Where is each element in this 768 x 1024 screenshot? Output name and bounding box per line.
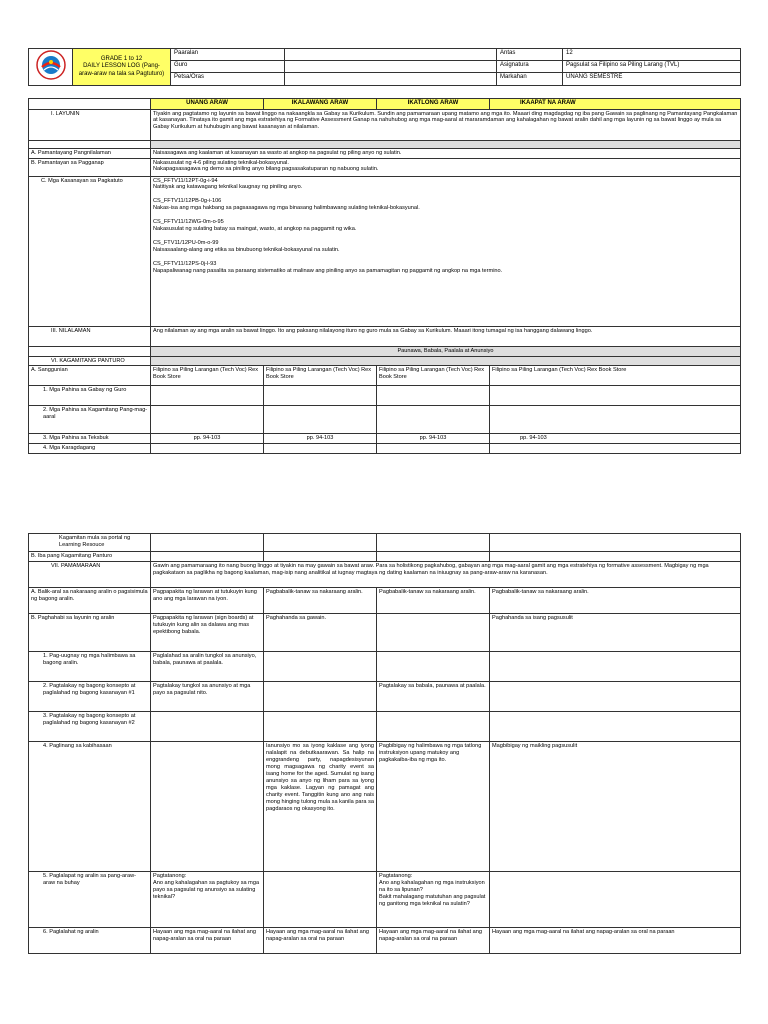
concept1-day-4 xyxy=(490,681,741,711)
performance-standard-label: B. Pamantayan sa Pagganap xyxy=(29,158,151,176)
generalization-day-4: Hayaan ang mga mag-aaral na ilahat ang napag-aralan sa oral na paraan xyxy=(490,927,741,953)
examples-day-1: Paglalahad sa aralin tungkol sa anunsiyo, babala, paunawa at paalala. xyxy=(151,651,264,681)
competencies-text: CS_FFTV11/12PT-0g-i-94 Natitiyak ang katawagang teknikal kaugnay ng piniling anyo. CS_FFTV11/12PB-0g-i-106 Nakas-isa ang mga hakbang sa pagsasagawa ng mga binasang halimbawang sulating teknikal-bokasyunal. CS_FFTV11/12WG-0m-o-95 Nakasusulat ng sulating batay sa maingat, wasto, at angkop na paggamit ng wika. CS_FTV11/12PU-0m-o-99 Naisasaalang-alang ang etika sa binubuong teknikal-bokasyunal na sulatin. CS_FFTV11/12PS-0j-l-93 Napapaliwanag nang pasalita sa paraang sistematiko at malinaw ang piniling anyo sa pamamagitan ng paggamit ng angkop na mga termino. xyxy=(151,176,741,326)
textbook-pages-day-1: pp. 94-103 xyxy=(151,434,264,444)
examples-label: 1. Pag-uugnay ng mga halimbawa sa bagong aralin. xyxy=(29,651,151,681)
content-label: III. NILALAMAN xyxy=(29,326,151,346)
generalization-label: 6. Paglalahat ng aralin xyxy=(29,927,151,953)
purpose-label: B. Paghahabi sa layunin ng aralin xyxy=(29,613,151,651)
application-label: 5. Paglalapat ng aralin sa pang-araw-araw na buhay xyxy=(29,871,151,927)
grade-label: Antas xyxy=(497,49,563,61)
day-header-3: IKATLONG ARAW xyxy=(377,99,490,110)
deped-seal-icon xyxy=(36,50,66,80)
textbook-pages-day-3: pp. 94-103 xyxy=(377,434,490,444)
objectives-text: Tiyakin ang pagtatamo ng layunin sa bawat linggo na nakaangkla sa Gabay sa Kurikulum. Sundin ang pamamaraan upang matamo ang mga ito. Maaari ding magdagdag ng iba pang Gawain sa paglinang ng Pamantayang Pangkalaman at kasanayan. Tinataya ito gamit ang mga estratehiya ng Formative Assessment Ganap na nahuhubog ang mga mag-aaral at mararamdaman ang kahalagahan ng bawat aralin dahil ang mga layunin ng sa bawat linggo ay mula sa Gabay Kurikulum at huhubugin ang bawat kasanayan at nilalaman. xyxy=(151,109,741,140)
application-day-2 xyxy=(264,871,377,927)
mastery-day-1 xyxy=(151,741,264,871)
lr-portal-label: Kagamitan mula sa portal ng Learning Resouce xyxy=(29,534,151,552)
other-materials-label: B. Iba pang Kagamitang Panturo xyxy=(29,552,151,562)
purpose-day-1: Pagpapakita ng larawan (sign boards) at tutukuyin kung alin sa dalawa ang mas epektibong babala. xyxy=(151,613,264,651)
review-day-3: Pagbabalik-tanaw sa nakaraang aralin. xyxy=(377,587,490,613)
content-topic: Paunawa, Babala, Paalala at Anunsiyo xyxy=(151,346,741,356)
school-value xyxy=(285,49,497,61)
content-text: Ang nilalaman ay ang mga aralin sa bawat linggo. Ito ang paksang nilalayong ituro ng guro mula sa Gabay sa Kurikulum. Maaari itong tumagal ng isa hanggang dalawang linggo. xyxy=(151,326,741,346)
content-standard-label: A. Pamantayang Pangnilalaman xyxy=(29,148,151,158)
quarter-value: UNANG SEMESTRE xyxy=(563,73,741,85)
subject-value: Pagsulat sa Filipino sa Piling Larang (TVL) xyxy=(563,61,741,73)
application-day-3: Pagtatanong: Ano ang kahalagahan ng mga instruksiyon na ito sa lipunan? Bakit mahalagang matutuhan ang pagsulat ng ganitong mga teknikal na sulatin? xyxy=(377,871,490,927)
mastery-label: 4. Paglinang sa kabihasaan xyxy=(29,741,151,871)
concept1-label: 2. Pagtalakay ng bagong konsepto at paglalahad ng bagong kasanayan #1 xyxy=(29,681,151,711)
mastery-day-3: Pagbibigay ng halimbawa ng mga tatlong instruksiyon upang matukoy ang pagkakaiba-iba ng mga ito. xyxy=(377,741,490,871)
concept1-day-2 xyxy=(264,681,377,711)
main-table-2 xyxy=(28,533,741,954)
textbook-pages-label: 3. Mga Pahina sa Teksbuk xyxy=(29,434,151,444)
content-standard-text: Naisasagawa ang kaalaman at kasanayan sa wasto at angkop na pagsulat ng piling anyo ng sulatin. xyxy=(151,148,741,158)
school-label: Paaralan xyxy=(171,49,285,61)
textbook-pages-day-2: pp. 94-103 xyxy=(264,434,377,444)
references-day-4: Filipino sa Piling Larangan (Tech Voc) Rex Book Store xyxy=(490,366,741,386)
concept1-day-3: Pagtalakay sa babala, paunawa at paalala. xyxy=(377,681,490,711)
textbook-pages-day-4: pp. 94-103 xyxy=(490,434,741,444)
review-day-1: Pagpapakita ng larawan at tutukuyin kung ano ang mga larawan na iyon. xyxy=(151,587,264,613)
purpose-day-2: Paghahanda sa gawain. xyxy=(264,613,377,651)
purpose-day-3 xyxy=(377,613,490,651)
application-day-4 xyxy=(490,871,741,927)
performance-standard-text: Nakasusulat ng 4-6 piling sulating teknikal-bokasyunal. Nakapagsasagawa ng demo sa piniling anyo bilang pagsasakatuparan ng nabuong sulatin. xyxy=(151,158,741,176)
learner-material-pages-label: 2. Mga Pahina sa Kagamitang Pang-mag-aaral xyxy=(29,406,151,434)
review-day-4: Pagbabalik-tanaw sa nakaraang aralin. xyxy=(490,587,741,613)
day-header-4: IKAAPAT NA ARAW xyxy=(490,99,741,110)
subject-label: Asignatura xyxy=(497,61,563,73)
teacher-label: Guro xyxy=(171,61,285,73)
corner-cell xyxy=(29,99,151,110)
procedure-label: VII. PAMAMARAAN xyxy=(29,561,151,587)
date-label: Petsa/Oras xyxy=(171,73,285,85)
mastery-day-2: Ianunsiyo mo sa iyong kaklase ang iyong nalalapit na debutkaarawan. Sa halip na enggrandeng party, napagdesisyunan mong magsagawa ng charity event sa isang home for the aged. Sumulat ng isang anunsiyo sa anyo ng liham para sa iyong mga kaklase. Lagyan ng pamagat ang charity event. Tanggitin kung ano ang nais mong hinging tulong mula sa kanila para sa pagdaraos ng okasyong ito. xyxy=(264,741,377,871)
references-day-3: Filipino sa Piling Larangan (Tech Voc) Rex Book Store xyxy=(377,366,490,386)
day-header-2: IKALAWANG ARAW xyxy=(264,99,377,110)
objectives-label: I. LAYUNIN xyxy=(29,109,151,140)
teacher-guide-pages-label: 1. Mga Pahina sa Gabay ng Guro xyxy=(29,386,151,406)
examples-day-3 xyxy=(377,651,490,681)
generalization-day-1: Hayaan ang mga mag-aaral na ilahat ang napag-aralan sa oral na paraan xyxy=(151,927,264,953)
examples-day-4 xyxy=(490,651,741,681)
generalization-day-3: Hayaan ang mga mag-aaral na ilahat ang napag-aralan sa oral na paraan xyxy=(377,927,490,953)
references-label: A. Sanggunian xyxy=(29,366,151,386)
day-header-1: UNANG ARAW xyxy=(151,99,264,110)
mastery-day-4: Magbibigay ng maikling pagsusulit xyxy=(490,741,741,871)
header-table xyxy=(28,48,741,86)
materials-label: VI. KAGAMITANG PANTURO xyxy=(29,356,151,366)
references-day-1: Filipino sa Piling Larangan (Tech Voc) Rex Book Store xyxy=(151,366,264,386)
teacher-value xyxy=(285,61,497,73)
examples-day-2 xyxy=(264,651,377,681)
quarter-label: Markahan xyxy=(497,73,563,85)
concept2-label: 3. Pagtalakay ng bagong konsepto at paglalahad ng bagong kasanayan #2 xyxy=(29,711,151,741)
header-title: GRADE 1 to 12 DAILY LESSON LOG (Pang-araw-araw na tala sa Pagtuturo) xyxy=(73,49,171,86)
references-day-2: Filipino sa Piling Larangan (Tech Voc) Rex Book Store xyxy=(264,366,377,386)
competencies-label: C. Mga Kasanayan sa Pagkatuto xyxy=(29,176,151,326)
application-day-1: Pagtatanong: Ano ang kahalagahan sa pagtukoy sa mga payo sa pagsulat ng anunsiyo sa sulating teknikal? xyxy=(151,871,264,927)
logo-cell xyxy=(29,49,73,86)
additional-materials-label: 4. Mga Karagdagang xyxy=(29,444,151,454)
grade-value: 12 xyxy=(563,49,741,61)
concept1-day-1: Pagtalakay tungkol sa anunsiyo at mga payo sa pagsulat nito. xyxy=(151,681,264,711)
date-value xyxy=(285,73,497,85)
review-day-2: Pagbabalik-tanaw sa nakaraang aralin. xyxy=(264,587,377,613)
generalization-day-2: Hayaan ang mga mag-aaral na ilahat ang napag-aralan sa oral na paraan xyxy=(264,927,377,953)
purpose-day-4: Paghahanda sa isang pagsusulit xyxy=(490,613,741,651)
review-label: A. Balik-aral sa nakaraang aralin o pagsisimula ng bagong aralin. xyxy=(29,587,151,613)
main-table-1 xyxy=(28,98,741,454)
procedure-text: Gawin ang pamamaraang ito nang buong linggo at tiyakin na may gawain sa bawat araw. Para sa holistikong pagkahubog, gabayan ang mga mag-aaral gamit ang mga estratehiya ng formative assessment. Magbigay ng mga pagkakataon sa paglikha ng bagong kaalaman, mag-isip nang analitikal at iugnay magtaya ng dating kaalaman na iniuugnay sa pang-araw-araw na karanasan. xyxy=(151,561,741,587)
